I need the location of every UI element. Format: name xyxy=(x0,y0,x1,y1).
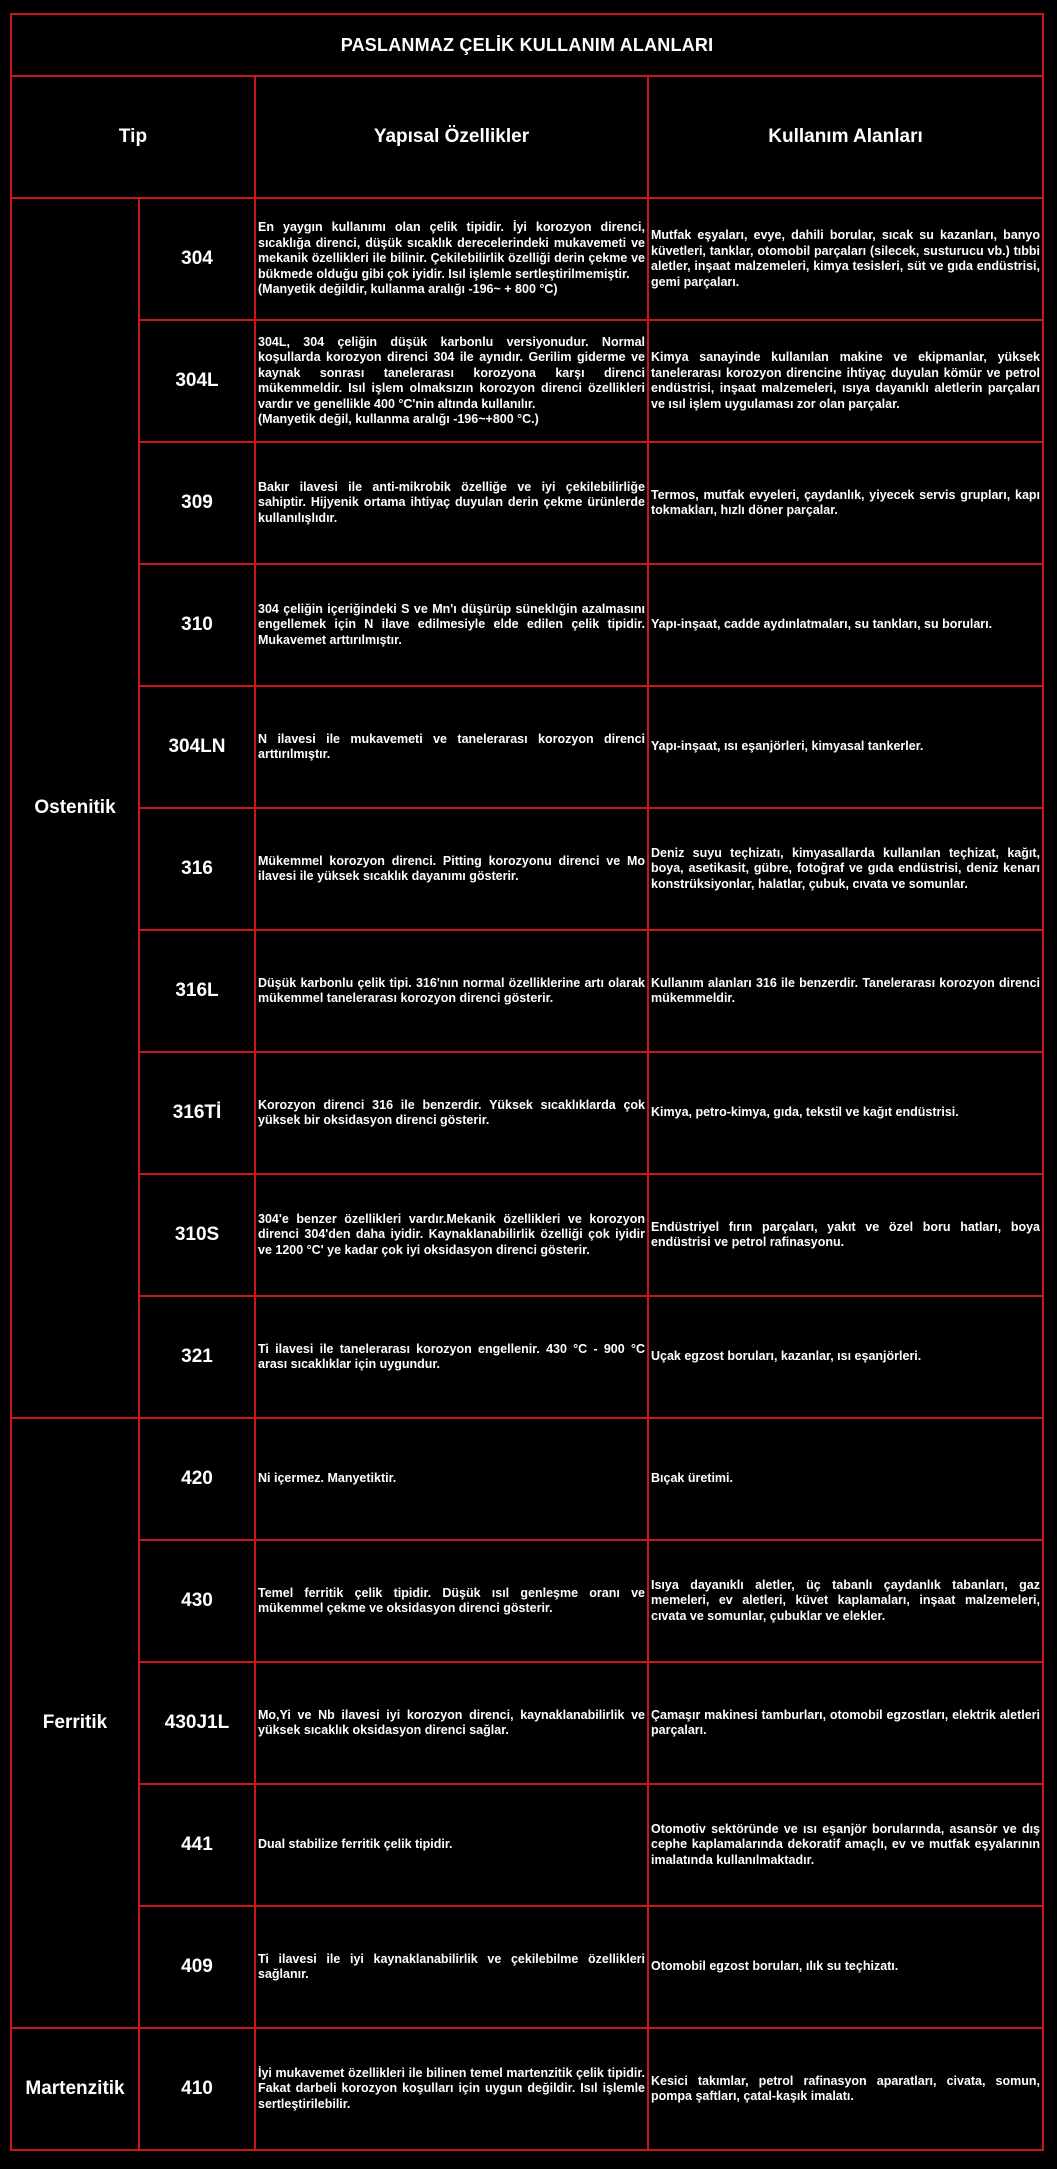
structural-properties-text: En yaygın kullanımı olan çelik tipidir. İyi korozyon direnci, sıcaklığa direnci, düşük sıcaklık derecelerindeki mukavemeti ve mekanik özellikleri ile bilinir. Çekilebilirlik özelliği derin çekme ve bükmede olduğu gibi çok iyidir. Isıl işlemle sertleştirilmemiştir. xyxy=(258,220,645,281)
steel-type-cell: 309 xyxy=(139,442,255,564)
group-label-martenzitik: Martenzitik xyxy=(11,2028,139,2150)
structural-properties-cell xyxy=(255,1662,648,1784)
steel-type-cell: 304L xyxy=(139,320,255,442)
structural-properties-cell xyxy=(255,2028,648,2150)
stainless-steel-table-frame xyxy=(10,13,1042,2153)
structural-properties-text: Mükemmel korozyon direnci. Pitting korozyonu direnci ve Mo ilavesi ile yüksek sıcaklık dayanımı gösterir. xyxy=(258,853,645,883)
steel-type-cell: 304LN xyxy=(139,686,255,808)
structural-properties-cell xyxy=(255,686,648,808)
structural-properties-cell xyxy=(255,930,648,1052)
table-row xyxy=(11,930,1043,1052)
table-row xyxy=(11,808,1043,930)
table-row xyxy=(11,1662,1043,1784)
structural-properties-text: Ti ilavesi ile tanelerarası korozyon engellenir. 430 °C - 900 °C arası sıcaklıklar için uygundur. xyxy=(258,1341,645,1371)
structural-properties-cell xyxy=(255,1784,648,1906)
table-row xyxy=(11,1906,1043,2028)
table-row xyxy=(11,198,1043,320)
header-properties: Yapısal Özellikler xyxy=(255,76,648,198)
table-row xyxy=(11,686,1043,808)
table-row xyxy=(11,320,1043,442)
structural-properties-cell xyxy=(255,442,648,564)
table-row xyxy=(11,564,1043,686)
structural-properties-text: Düşük karbonlu çelik tipi. 316'nın normal özelliklerine artı olarak mükemmel tanelerarası korozyon direnci gösterir. xyxy=(258,975,645,1005)
structural-properties-text: N ilavesi ile mukavemeti ve tanelerarası korozyon direnci arttırılmıştır. xyxy=(258,731,645,761)
structural-properties-text: Ti ilavesi ile iyi kaynaklanabilirlik ve çekilebilme özellikleri sağlanır. xyxy=(258,1951,645,1981)
usage-areas-cell: Kesici takımlar, petrol rafinasyon aparatları, civata, somun, pompa şaftları, çatal-kaşık imalatı. xyxy=(648,2028,1043,2150)
structural-properties-cell xyxy=(255,1174,648,1296)
table-row xyxy=(11,1296,1043,1418)
usage-areas-cell: Yapı-inşaat, cadde aydınlatmaları, su tankları, su boruları. xyxy=(648,564,1043,686)
structural-properties-text: Ni içermez. Manyetiktir. xyxy=(258,1471,397,1486)
structural-properties-cell xyxy=(255,1052,648,1174)
header-usage: Kullanım Alanları xyxy=(648,76,1043,198)
table-body xyxy=(11,198,1043,2150)
structural-properties-text: Dual stabilize ferritik çelik tipidir. xyxy=(258,1837,453,1852)
structural-properties-cell xyxy=(255,198,648,320)
structural-properties-cell xyxy=(255,1906,648,2028)
structural-properties-cell xyxy=(255,1418,648,1540)
usage-areas-cell: Mutfak eşyaları, evye, dahili borular, sıcak su kazanları, banyo küvetleri, tanklar, otomobil parçaları (silecek, susturucu vb.) tıbbi aletler, inşaat malzemeleri, kimya tesisleri, süt ve gıda endüstrisi, gemi parçaları. xyxy=(648,198,1043,320)
steel-type-cell: 321 xyxy=(139,1296,255,1418)
structural-properties-text: Mo,Yi ve Nb ilavesi iyi korozyon direnci, kaynaklanabilirlik ve yüksek sıcaklık oksidasyon direnci sağlar. xyxy=(258,1707,645,1737)
usage-areas-cell: Kimya, petro-kimya, gıda, tekstil ve kağıt endüstrisi. xyxy=(648,1052,1043,1174)
usage-areas-cell: Otomobil egzost boruları, ılık su teçhizatı. xyxy=(648,1906,1043,2028)
structural-properties-cell xyxy=(255,808,648,930)
usage-areas-cell: Otomotiv sektöründe ve ısı eşanjör borularında, asansör ve dış cephe kaplamalarında dekoratif amaçlı, ev ve mutfak eşyalarının imalatında kullanılmaktadır. xyxy=(648,1784,1043,1906)
steel-type-cell: 310S xyxy=(139,1174,255,1296)
structural-properties-text: Bakır ilavesi ile anti-mikrobik özelliğe ve iyi çekilebilirliğe sahiptir. Hijyenik ortama ihtiyaç duyulan derin çekme ürünlerde kullanılışlıdır. xyxy=(258,479,645,525)
table-row xyxy=(11,1540,1043,1662)
steel-type-cell: 304 xyxy=(139,198,255,320)
structural-properties-cell xyxy=(255,564,648,686)
structural-properties-text: 304'e benzer özellikleri vardır.Mekanik özellikleri ve korozyon direnci 304'den daha iyidir. Kaynaklanabilirlik özelliği çok iyidir ve 1200 °C' ye kadar çok iyi oksidasyon direnci gösterir. xyxy=(258,1211,645,1257)
steel-type-cell: 420 xyxy=(139,1418,255,1540)
stainless-steel-usage-table xyxy=(10,13,1044,2151)
structural-properties-cell xyxy=(255,320,648,442)
usage-areas-cell: Kullanım alanları 316 ile benzerdir. Tanelerarası korozyon direnci mükemmeldir. xyxy=(648,930,1043,1052)
group-label-ostenitik: Ostenitik xyxy=(11,198,139,1418)
usage-areas-cell: Isıya dayanıklı aletler, üç tabanlı çaydanlık tabanları, gaz memeleri, ev aletleri, küvet kaplamaları, inşaat malzemeleri, cıvata ve somunlar, çubuklar ve elekler. xyxy=(648,1540,1043,1662)
structural-properties-text: 304 çeliğin içeriğindeki S ve Mn'ı düşürüp süneklığin azalmasını engellemek için N ilave edilmesiyle elde edilen çelik tipidir. Mukavemet arttırılmıştır. xyxy=(258,601,645,647)
steel-type-cell: 310 xyxy=(139,564,255,686)
steel-type-cell: 430J1L xyxy=(139,1662,255,1784)
structural-properties-note: (Manyetik değil, kullanma aralığı -196~+800 °C.) xyxy=(258,412,539,426)
table-row xyxy=(11,1784,1043,1906)
structural-properties-text: 304L, 304 çeliğin düşük karbonlu versiyonudur. Normal koşullarda korozyon direnci 304 ile aynıdır. Gerilim giderme ve kaynak sonrası tanelerarası korozyona karşı direnci mükemmeldir. Isıl işlem olmaksızın korozyon direnci özellikleri vardır ve genellikle 400 °C'nin altında kullanılır. xyxy=(258,334,645,411)
structural-properties-text: Temel ferritik çelik tipidir. Düşük ısıl genleşme oranı ve mükemmel çekme ve oksidasyon direnci gösterir. xyxy=(258,1585,645,1615)
structural-properties-note: (Manyetik değildir, kullanma aralığı -196~ + 800 °C) xyxy=(258,282,558,297)
steel-type-cell: 410 xyxy=(139,2028,255,2150)
usage-areas-cell: Bıçak üretimi. xyxy=(648,1418,1043,1540)
group-label-ferritik: Ferritik xyxy=(11,1418,139,2028)
table-row xyxy=(11,2028,1043,2150)
steel-type-cell: 316 xyxy=(139,808,255,930)
steel-type-cell: 409 xyxy=(139,1906,255,2028)
table-row xyxy=(11,1418,1043,1540)
header-type: Tip xyxy=(11,76,255,198)
usage-areas-cell: Çamaşır makinesi tamburları, otomobil egzostları, elektrik aletleri parçaları. xyxy=(648,1662,1043,1784)
usage-areas-cell: Endüstriyel fırın parçaları, yakıt ve özel boru hatları, boya endüstrisi ve petrol rafinasyonu. xyxy=(648,1174,1043,1296)
steel-type-cell: 441 xyxy=(139,1784,255,1906)
table-row xyxy=(11,1174,1043,1296)
usage-areas-cell: Uçak egzost boruları, kazanlar, ısı eşanjörleri. xyxy=(648,1296,1043,1418)
table-title: PASLANMAZ ÇELİK KULLANIM ALANLARI xyxy=(11,14,1043,76)
structural-properties-text: İyi mukavemet özellikleri ile bilinen temel martenzitik çelik tipidir. Fakat darbeli korozyon koşulları için uygun değildir. Isıl işlemle sertleştirilebilir. xyxy=(258,2065,645,2111)
steel-type-cell: 316Tİ xyxy=(139,1052,255,1174)
usage-areas-cell: Yapı-inşaat, ısı eşanjörleri, kimyasal tankerler. xyxy=(648,686,1043,808)
structural-properties-cell xyxy=(255,1296,648,1418)
structural-properties-text: Korozyon direnci 316 ile benzerdir. Yüksek sıcaklıklarda çok yüksek bir oksidasyon direnci gösterir. xyxy=(258,1097,645,1127)
usage-areas-cell: Termos, mutfak evyeleri, çaydanlık, yiyecek servis grupları, kapı tokmakları, hızlı döner parçalar. xyxy=(648,442,1043,564)
table-row xyxy=(11,442,1043,564)
structural-properties-cell xyxy=(255,1540,648,1662)
usage-areas-cell: Deniz suyu teçhizatı, kimyasallarda kullanılan teçhizat, kağıt, boya, asetikasit, gübre, fotoğraf ve gıda endüstrisi, deniz kenarı konstrüksiyonlar, halatlar, çubuk, cıvata ve somunlar. xyxy=(648,808,1043,930)
steel-type-cell: 430 xyxy=(139,1540,255,1662)
table-row xyxy=(11,1052,1043,1174)
usage-areas-cell: Kimya sanayinde kullanılan makine ve ekipmanlar, yüksek tanelerarası korozyon direncine ihtiyaç duyulan kömür ve petrol endüstrisi, inşaat malzemeleri, ısıya dayanıklı aletlerin parçaları ve ısıl işlem uygulaması zor olan parçalar. xyxy=(648,320,1043,442)
steel-type-cell: 316L xyxy=(139,930,255,1052)
